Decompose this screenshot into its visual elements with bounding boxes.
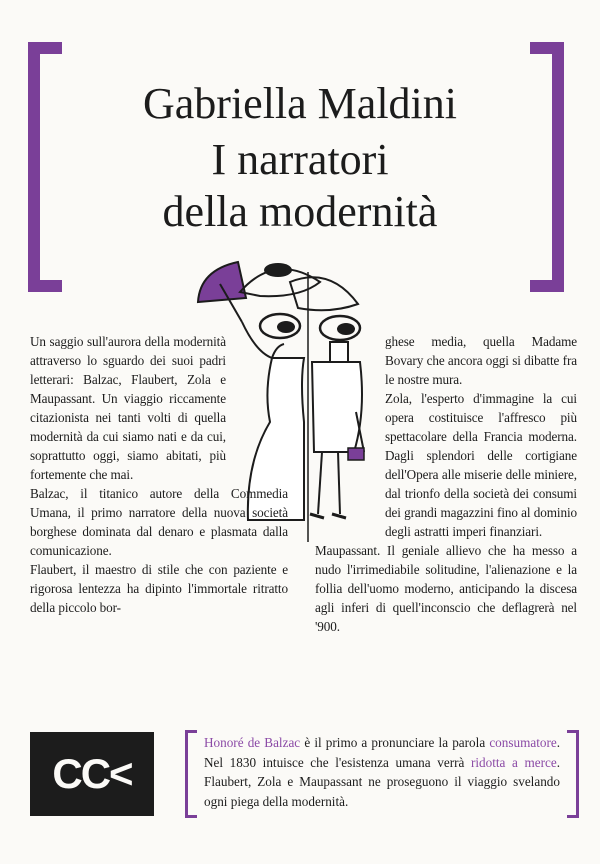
parasol-icon <box>198 262 246 302</box>
quote-highlight: Honoré de Balzac <box>204 735 301 750</box>
body-paragraph: ghese media, quella Madame Bovary che ancora oggi si dibatte fra le nostre mura. <box>385 334 577 387</box>
quote-text: . Flaubert, Zola e Maupassant ne proseguono il viaggio svelando ogni piega della modernità. <box>204 754 560 809</box>
quote-highlight: ridotta a merce <box>470 754 557 770</box>
back-quote <box>204 733 560 811</box>
quote-text: . Nel 1830 intuisce che l'esistenza umana verrà <box>204 735 560 770</box>
quote-text: è il primo a pronunciare la parola <box>300 735 490 750</box>
title-block <box>60 78 540 238</box>
body-text-left-column <box>30 332 288 617</box>
body-paragraph: Balzac, il titanico autore della Commedia Umana, il primo narratore della nuova società borghese dominata dal denaro e plasmata dalla comunicazione. <box>30 486 288 558</box>
publisher-logo: CC< <box>30 732 154 816</box>
book-title-line-1: I narratori <box>211 135 389 184</box>
author-name: Gabriella Maldini <box>142 79 457 128</box>
body-paragraph: Un saggio sull'aurora della modernità attraverso lo sguardo dei suoi padri letterari: Balzac, Flaubert, Zola e Maupassant. Un viaggio riccamente citazionista nei tanti volti di quella modernità da cui siamo nati e da cui, soprattutto oggi, siamo abitati, più fortemente che mai. <box>30 334 226 482</box>
body-paragraph: Flaubert, il maestro di stile che con paziente e rigorosa lentezza ha dipinto l'immortale ritratto della piccolo bor- <box>30 562 288 615</box>
quote-right-bracket <box>567 730 579 818</box>
book-title <box>60 134 540 238</box>
body-paragraph: Zola, l'esperto d'immagine la cui opera costituisce l'affresco più spettacolare della Francia moderna. Dagli splendori delle cortigiane dell'Opera alle miserie delle miniere, dal trionfo della società dei consumi dei grandi magazzini fino al dominio degli astratti imperi finanziari. <box>385 391 577 539</box>
book-title-line-2: della modernità <box>162 187 438 236</box>
title-left-bracket <box>28 42 62 292</box>
body-paragraph: Maupassant. Il geniale allievo che ha messo a nudo l'irrimediabile solitudine, l'alienazione e la follia dell'uomo moderno, anticipando la discesa agli inferi di quell'inconscio che deflagrerà nel '900. <box>315 543 577 634</box>
body-text-right-column <box>315 332 577 636</box>
quote-highlight: consumatore <box>489 735 557 750</box>
quote-left-bracket <box>185 730 197 818</box>
